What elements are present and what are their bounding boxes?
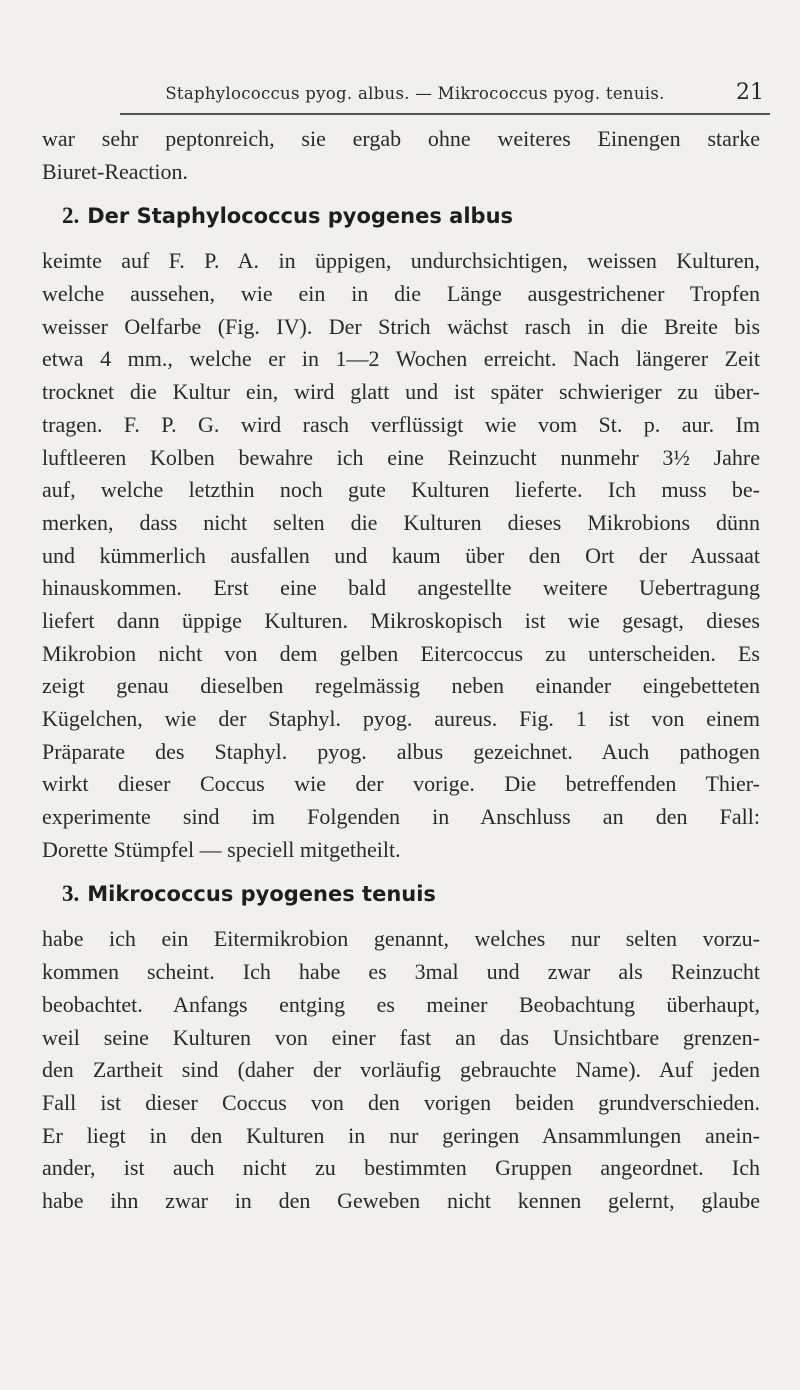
text-line: Dorette Stümpfel — speciell mitgetheilt.	[42, 836, 401, 862]
page-number: 21	[736, 80, 764, 105]
text-line: trocknet die Kultur ein, wird glatt und ist später schwieriger zu über-	[42, 379, 760, 405]
section-number: 3.	[62, 881, 80, 907]
text-line: tragen. F. P. G. wird rasch verflüssigt wie vom St. p. aur. Im	[42, 411, 760, 437]
text-line: auf, welche letzthin noch gute Kulturen lieferte. Ich muss be-	[42, 477, 760, 503]
text-line: Mikrobion nicht von dem gelben Eitercoccus zu unterscheiden. Es	[42, 640, 760, 666]
text-line: merken, dass nicht selten die Kulturen dieses Mikrobions dünn	[42, 509, 760, 535]
text-line: weil seine Kulturen von einer fast an das Unsichtbare grenzen-	[42, 1024, 760, 1050]
section-2-text	[42, 245, 760, 866]
text-line: welche aussehen, wie ein in die Länge ausgestrichener Tropfen	[42, 281, 760, 307]
text-line: etwa 4 mm., welche er in 1—2 Wochen erreicht. Nach längerer Zeit	[42, 346, 760, 372]
text-line: experimente sind im Folgenden in Anschluss an den Fall:	[42, 804, 760, 830]
text-line: Präparate des Staphyl. pyog. albus gezeichnet. Auch pathogen	[42, 738, 760, 764]
text-line: Er liegt in den Kulturen in nur geringen Ansammlungen anein-	[42, 1122, 760, 1148]
text-line: beobachtet. Anfangs entging es meiner Beobachtung überhaupt,	[42, 991, 760, 1017]
text-line: ander, ist auch nicht zu bestimmten Gruppen angeordnet. Ich	[42, 1155, 760, 1181]
text-line: luftleeren Kolben bewahre ich eine Reinzucht nunmehr 3½ Jahre	[42, 444, 760, 470]
section-number: 2.	[62, 203, 80, 229]
text-line: keimte auf F. P. A. in üppigen, undurchsichtigen, weissen Kulturen,	[42, 248, 760, 274]
text-line: und kümmerlich ausfallen und kaum über den Ort der Aussaat	[42, 542, 760, 568]
running-head	[120, 80, 770, 110]
running-title: Staphylococcus pyog. albus. — Mikrococcus pyog. tenuis.	[165, 84, 665, 103]
section-heading-3	[42, 866, 760, 923]
text-line: hinauskommen. Erst eine bald angestellte weitere Uebertragung	[42, 575, 760, 601]
text-line: habe ich ein Eitermikrobion genannt, welches nur selten vorzu-	[42, 926, 760, 952]
text-line: wirkt dieser Coccus wie der vorige. Die betreffenden Thier-	[42, 771, 760, 797]
section-title: Der Staphylococcus pyogenes albus	[87, 204, 514, 229]
text-line: den Zartheit sind (daher der vorläufig gebrauchte Name). Auf jeden	[42, 1057, 760, 1083]
text-line: Kügelchen, wie der Staphyl. pyog. aureus. Fig. 1 ist von einem	[42, 706, 760, 731]
text-line: Biuret-Reaction.	[42, 158, 189, 184]
section-title: Mikrococcus pyogenes tenuis	[87, 882, 436, 907]
text-line: habe ihn zwar in den Geweben nicht kennen gelernt, glaube	[42, 1187, 760, 1213]
section-heading-2	[42, 188, 760, 245]
body-text	[42, 123, 760, 1218]
text-line: weisser Oelfarbe (Fig. IV). Der Strich wächst rasch in die Breite bis	[42, 313, 760, 339]
section-3-text	[42, 923, 760, 1217]
header-rule	[120, 113, 770, 115]
text-line: kommen scheint. Ich habe es 3mal und zwar als Reinzucht	[42, 959, 760, 985]
text-line: liefert dann üppige Kulturen. Mikroskopisch ist wie gesagt, dieses	[42, 607, 760, 633]
text-line: Fall ist dieser Coccus von den vorigen beiden grundverschieden.	[42, 1089, 760, 1115]
text-line: zeigt genau dieselben regelmässig neben einander eingebetteten	[42, 673, 760, 699]
text-line: war sehr peptonreich, sie ergab ohne weiteres Einengen starke	[42, 126, 760, 151]
